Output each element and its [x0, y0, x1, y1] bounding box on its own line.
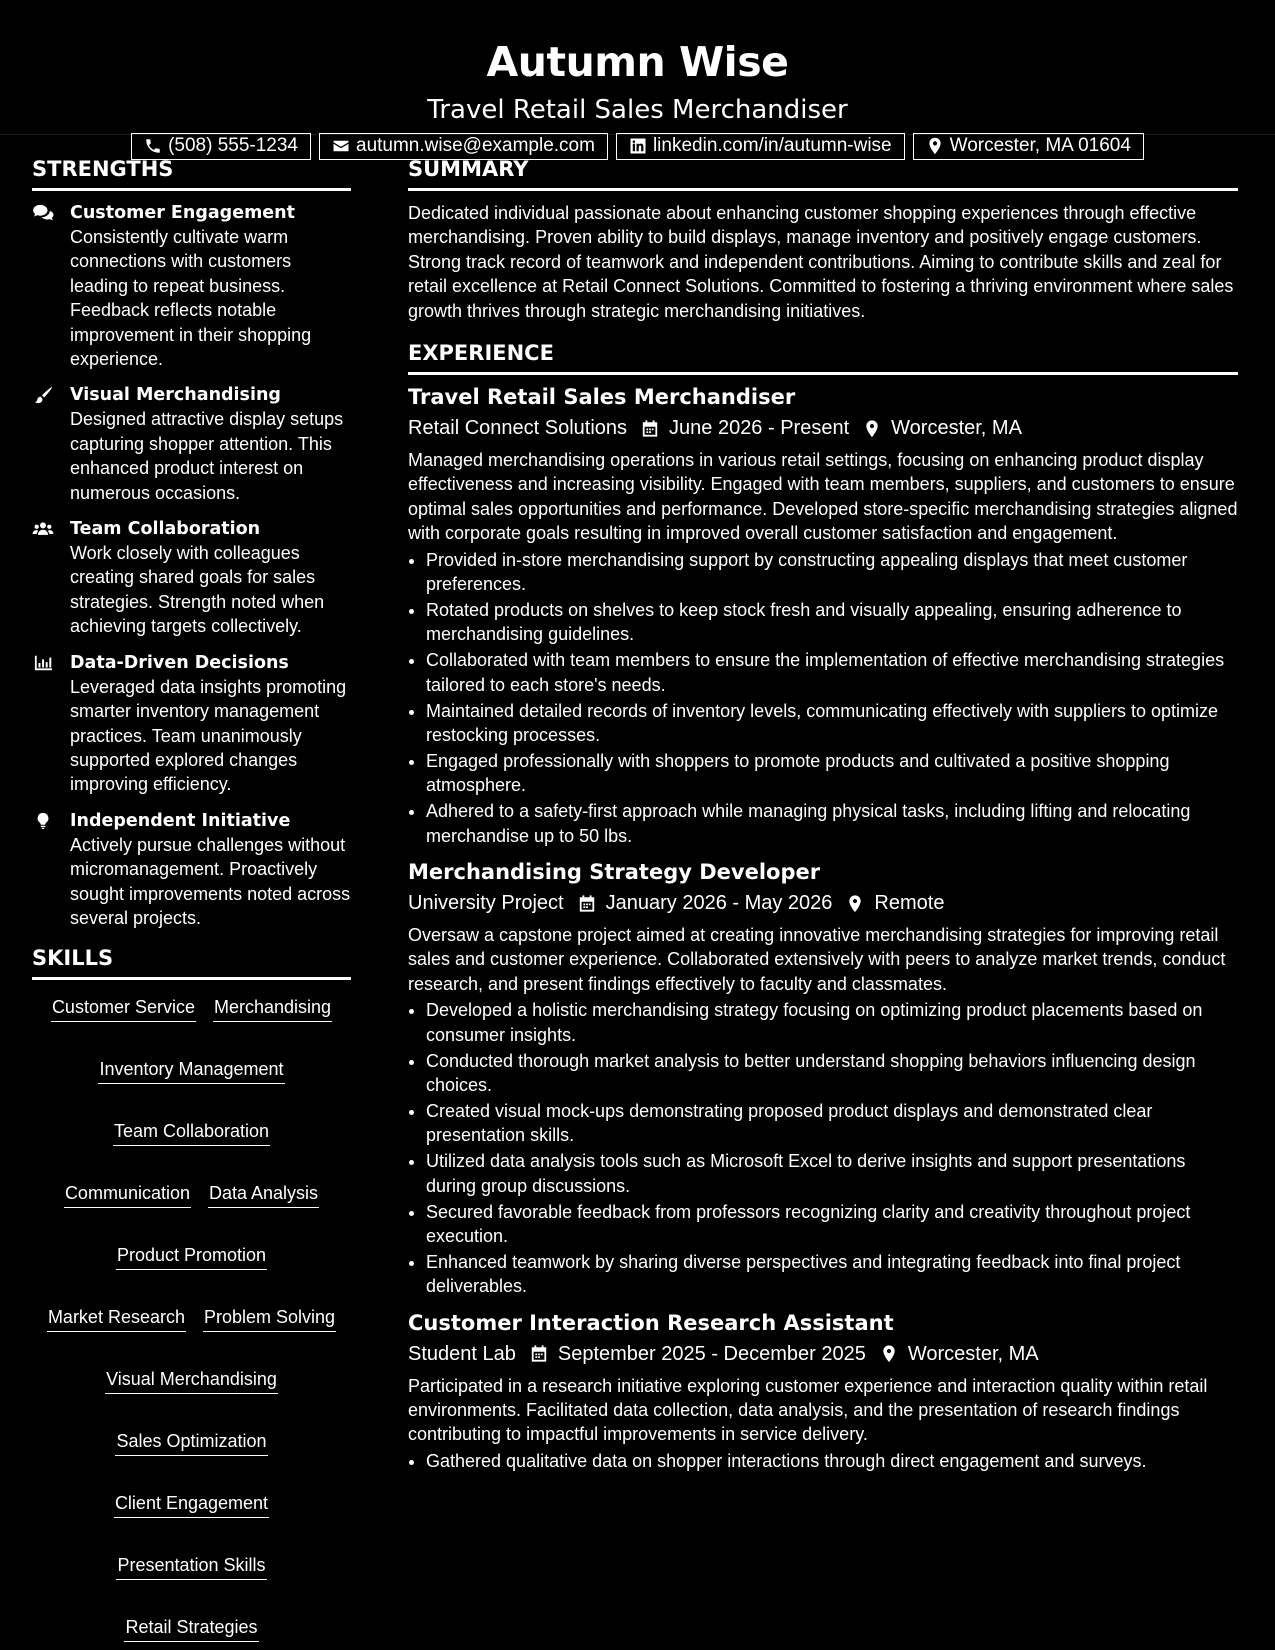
- strength-title: Customer Engagement: [70, 203, 296, 223]
- job-description: Participated in a research initiative exploring customer experience and interaction quality within retail environments. Facilitated data collection, data analysis, and the presentation of research findings contributing to impactful improvements in service delivery.: [408, 1375, 1208, 1445]
- skill-tag: Presentation Skills: [116, 1554, 266, 1580]
- lightbulb-icon: [32, 812, 54, 830]
- job-title: Merchandising Strategy Developer: [408, 860, 821, 885]
- map-pin-icon: [846, 894, 864, 913]
- map-pin-icon: [880, 1344, 898, 1363]
- job-location: Worcester, MA: [891, 417, 1022, 440]
- right-column: [408, 159, 1238, 1642]
- strength-item: [32, 383, 351, 505]
- strength-title: Team Collaboration: [70, 519, 261, 540]
- list-item: • Provided in-store merchandising support by constructing appealing displays that meet customer preferences.: [426, 548, 1238, 597]
- strength-desc: Designed attractive display setups capturing shopper attention. This enhanced product interest on numerous occasions.: [70, 409, 344, 503]
- job-title: Travel Retail Sales Merchandiser: [408, 385, 796, 410]
- skill-tag: Inventory Management: [98, 1058, 284, 1084]
- job-meta: [408, 893, 1238, 913]
- job-company: Student Lab: [408, 1342, 516, 1365]
- linkedin-text: linkedin.com/in/autumn-wise: [652, 135, 892, 156]
- job-company: University Project: [408, 892, 564, 915]
- strength-item: [32, 651, 351, 797]
- job-dates: June 2026 - Present: [669, 417, 850, 440]
- phone-text: (508) 555-1234: [168, 135, 298, 156]
- list-item: • Maintained detailed records of inventory levels, communicating effectively with suppliers to optimize restocking processes.: [426, 699, 1238, 748]
- strengths-heading: STRENGTHS: [32, 159, 351, 191]
- contact-bar: [0, 133, 1275, 160]
- skill-tag: Customer Service: [51, 996, 196, 1022]
- skill-tag: Data Analysis: [208, 1182, 319, 1208]
- job-bullets: [408, 998, 1238, 1298]
- strength-desc: Consistently cultivate warm connections with customers leading to repeat business. Feedback reflects notable improvement in their shopping experience.: [70, 227, 312, 370]
- contact-phone[interactable]: [131, 133, 311, 160]
- list-item: • Gathered qualitative data on shopper interactions through direct engagement and surveys.: [426, 1449, 1238, 1473]
- strength-desc: Work closely with colleagues creating shared goals for sales strategies. Strength noted when achieving targets collectively.: [70, 543, 325, 637]
- resume-header: [0, 0, 1275, 156]
- map-pin-icon: [863, 419, 881, 438]
- calendar-icon: [641, 419, 659, 438]
- contact-location[interactable]: [913, 133, 1144, 160]
- list-item: • Created visual mock-ups demonstrating proposed product displays and demonstrated clear presentation skills.: [426, 1099, 1238, 1148]
- strength-item: [32, 809, 351, 931]
- job-bullets: [408, 1449, 1238, 1473]
- skill-tag: Communication: [64, 1182, 191, 1208]
- job-entry: [408, 1310, 1238, 1474]
- email-text: autumn.wise@example.com: [356, 135, 595, 156]
- list-item: • Engaged professionally with shoppers to promote products and cultivated a positive shopping atmosphere.: [426, 749, 1238, 798]
- list-item: • Enhanced teamwork by sharing diverse perspectives and integrating feedback into final project deliverables.: [426, 1250, 1238, 1299]
- strength-title: Independent Initiative: [70, 810, 291, 831]
- skills-heading: SKILLS: [32, 948, 351, 980]
- strength-title: Visual Merchandising: [70, 385, 281, 406]
- job-location: Worcester, MA: [907, 1342, 1039, 1365]
- linkedin-icon: [629, 137, 647, 155]
- skill-tag: Client Engagement: [114, 1492, 269, 1518]
- contact-email[interactable]: [319, 133, 608, 160]
- calendar-icon: [530, 1344, 548, 1363]
- left-column: [32, 159, 351, 1642]
- job-location: Remote: [874, 892, 945, 915]
- map-pin-icon: [926, 137, 944, 155]
- list-item: • Rotated products on shelves to keep stock fresh and visually appealing, ensuring adherence to merchandising guidelines.: [426, 598, 1238, 647]
- job-company: Retail Connect Solutions: [408, 417, 628, 440]
- contact-linkedin[interactable]: [616, 133, 905, 160]
- strength-item: [32, 517, 351, 639]
- candidate-title: Travel Retail Sales Merchandiser: [427, 95, 848, 125]
- job-dates: September 2025 - December 2025: [557, 1342, 866, 1365]
- job-dates: January 2026 - May 2026: [605, 892, 833, 915]
- skill-tag: Market Research: [47, 1306, 186, 1332]
- users-icon: [32, 520, 54, 538]
- list-item: • Adhered to a safety-first approach while managing physical tasks, including lifting and relocating merchandise up to 50 lbs.: [426, 799, 1238, 848]
- job-meta: [408, 418, 1238, 438]
- comments-icon: [32, 204, 54, 222]
- job-description: Managed merchandising operations in various retail settings, focusing on enhancing product display effectiveness and increasing visibility. Engaged with team members, suppliers, and customers to ensure optimal sales opportunities and performance. Developed store-specific merchandising strategies aligned with corporate goals resulting in improved overall customer satisfaction and engagement.: [408, 450, 1238, 544]
- job-meta: [408, 1344, 1238, 1364]
- skill-tag: Retail Strategies: [124, 1616, 258, 1642]
- phone-icon: [144, 137, 162, 155]
- job-entry: [408, 862, 1238, 1299]
- skills-list: [32, 996, 351, 1642]
- experience-heading: EXPERIENCE: [408, 343, 1238, 375]
- skill-tag: Visual Merchandising: [105, 1368, 278, 1394]
- job-entry: [408, 387, 1238, 848]
- strength-desc: Leveraged data insights promoting smarter inventory management practices. Team unanimously supported explored changes improving efficiency.: [70, 676, 347, 795]
- list-item: • Secured favorable feedback from professors recognizing clarity and creativity throughout project execution.: [426, 1200, 1238, 1249]
- bar-chart-icon: [32, 654, 54, 672]
- list-item: • Collaborated with team members to ensure the implementation of effective merchandising strategies tailored to each store's needs.: [426, 648, 1238, 697]
- skill-tag: Team Collaboration: [113, 1120, 270, 1146]
- strength-title: Data-Driven Decisions: [70, 652, 289, 673]
- job-bullets: [408, 548, 1238, 848]
- strength-item: [32, 201, 351, 371]
- job-title: Customer Interaction Research Assistant: [408, 1310, 894, 1335]
- summary-text: Dedicated individual passionate about enhancing customer shopping experiences through effective merchandising. Proven ability to build displays, manage inventory and positively engage customers. Strong track record of teamwork and independent contributions. Aiming to contribute skills and zeal for retail excellence at Retail Connect Solutions. Committed to fostering a thriving environment where sales growth thrives through strategic merchandising initiatives.: [408, 203, 1234, 321]
- list-item: • Developed a holistic merchandising strategy focusing on optimizing product placements based on consumer insights.: [426, 998, 1238, 1047]
- list-item: • Conducted thorough market analysis to better understand shopping behaviors influencing design choices.: [426, 1049, 1238, 1098]
- calendar-icon: [578, 894, 596, 913]
- envelope-icon: [332, 137, 350, 155]
- job-description: Oversaw a capstone project aimed at creating innovative merchandising strategies for improving retail sales and customer experience. Collaborated extensively with peers to analyze market trends, conduct research, and present findings effectively to faculty and classmates.: [408, 925, 1226, 994]
- skill-tag: Merchandising: [213, 996, 332, 1022]
- candidate-name: Autumn Wise: [486, 38, 789, 86]
- location-text: Worcester, MA 01604: [949, 135, 1131, 156]
- skill-tag: Problem Solving: [203, 1306, 336, 1332]
- paintbrush-icon: [32, 386, 54, 404]
- skill-tag: Product Promotion: [116, 1244, 267, 1270]
- list-item: • Utilized data analysis tools such as Microsoft Excel to derive insights and support presentations during group discussions.: [426, 1149, 1238, 1198]
- summary-heading: SUMMARY: [408, 159, 1238, 191]
- strength-desc: Actively pursue challenges without micromanagement. Proactively sought improvements noted across several projects.: [70, 834, 351, 928]
- skill-tag: Sales Optimization: [115, 1430, 267, 1456]
